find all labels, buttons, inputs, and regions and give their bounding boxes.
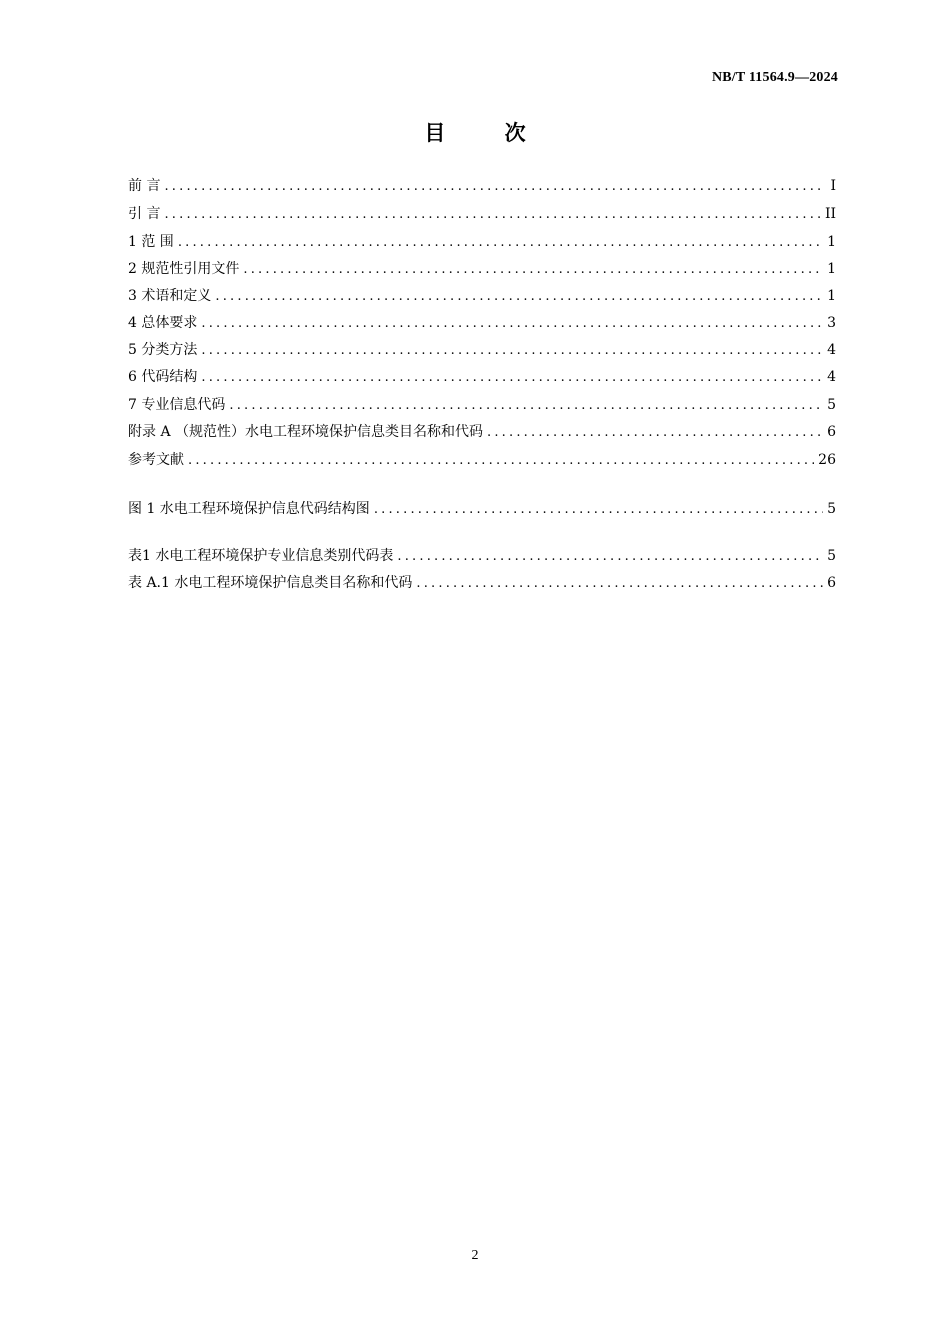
toc-entry-page: 1 (827, 288, 836, 304)
toc-entry-label: 表1 水电工程环境保护专业信息类别代码表 (128, 548, 394, 564)
toc-entry-scope[interactable] (128, 231, 836, 253)
toc-leader-dots (188, 450, 814, 472)
toc-table-a1[interactable] (128, 572, 836, 594)
toc-entry-page: 5 (827, 397, 836, 413)
toc-leader-dots (201, 367, 823, 389)
toc-leader-dots (201, 340, 823, 362)
toc-entry-introduction[interactable] (128, 203, 836, 225)
toc-entry-page: 5 (827, 501, 836, 517)
toc-entry-appendix-a[interactable] (128, 421, 836, 443)
toc-leader-dots (374, 499, 823, 521)
toc-entry-page: 1 (827, 261, 836, 277)
toc-entry-label: 参考文献 (128, 452, 184, 468)
toc-leader-dots (164, 204, 820, 226)
toc-leader-dots (229, 395, 823, 417)
toc-entry-classification-method[interactable] (128, 339, 836, 361)
toc-entry-page: 4 (827, 369, 836, 385)
toc-leader-dots (178, 232, 823, 254)
toc-entry-page: 1 (827, 234, 836, 250)
toc-entry-professional-info-code[interactable] (128, 394, 836, 416)
toc-entry-code-structure[interactable] (128, 366, 836, 388)
toc-entry-label: 引 言 (128, 206, 161, 222)
toc-leader-dots (164, 176, 824, 198)
toc-entry-label: 1 范 围 (128, 234, 174, 250)
toc-entry-page: II (824, 206, 836, 222)
toc-entry-label: 2 规范性引用文件 (128, 261, 240, 277)
toc-entry-terms-definitions[interactable] (128, 285, 836, 307)
toc-entry-label: 5 分类方法 (128, 342, 198, 358)
toc-entry-label: 7 专业信息代码 (128, 397, 226, 413)
toc-entry-normative-references[interactable] (128, 258, 836, 280)
toc-table-1[interactable] (128, 545, 836, 567)
toc-entry-label: 4 总体要求 (128, 315, 198, 331)
toc-entry-page: 6 (827, 575, 836, 591)
toc-entry-page: 6 (827, 424, 836, 440)
toc-leader-dots (201, 313, 823, 335)
toc-leader-dots (243, 259, 823, 281)
toc-entry-foreword[interactable] (128, 175, 836, 197)
toc-entry-label: 6 代码结构 (128, 369, 198, 385)
toc-entry-page: 3 (827, 315, 836, 331)
toc-entry-label: 表 A.1 水电工程环境保护信息类目名称和代码 (128, 575, 413, 591)
toc-entry-page: 26 (818, 452, 836, 468)
page-number: 2 (471, 1248, 479, 1263)
toc-entry-bibliography[interactable] (128, 449, 836, 471)
toc-entry-general-requirements[interactable] (128, 312, 836, 334)
page-title: 目 次 (424, 121, 552, 145)
toc-leader-dots (215, 286, 823, 308)
standard-code: NB/T 11564.9—2024 (711, 70, 838, 85)
toc-leader-dots (487, 422, 823, 444)
toc-entry-label: 图 1 水电工程环境保护信息代码结构图 (128, 501, 370, 517)
toc-figure-1[interactable] (128, 498, 836, 520)
toc-leader-dots (397, 546, 823, 568)
toc-entry-page: I (830, 178, 836, 194)
toc-entry-page: 5 (827, 548, 836, 564)
toc-entry-label: 3 术语和定义 (128, 288, 212, 304)
toc-entry-label: 前 言 (128, 178, 161, 194)
toc-entry-page: 4 (827, 342, 836, 358)
toc-entry-label: 附录 A （规范性）水电工程环境保护信息类目名称和代码 (128, 424, 484, 440)
toc-leader-dots (416, 573, 823, 595)
